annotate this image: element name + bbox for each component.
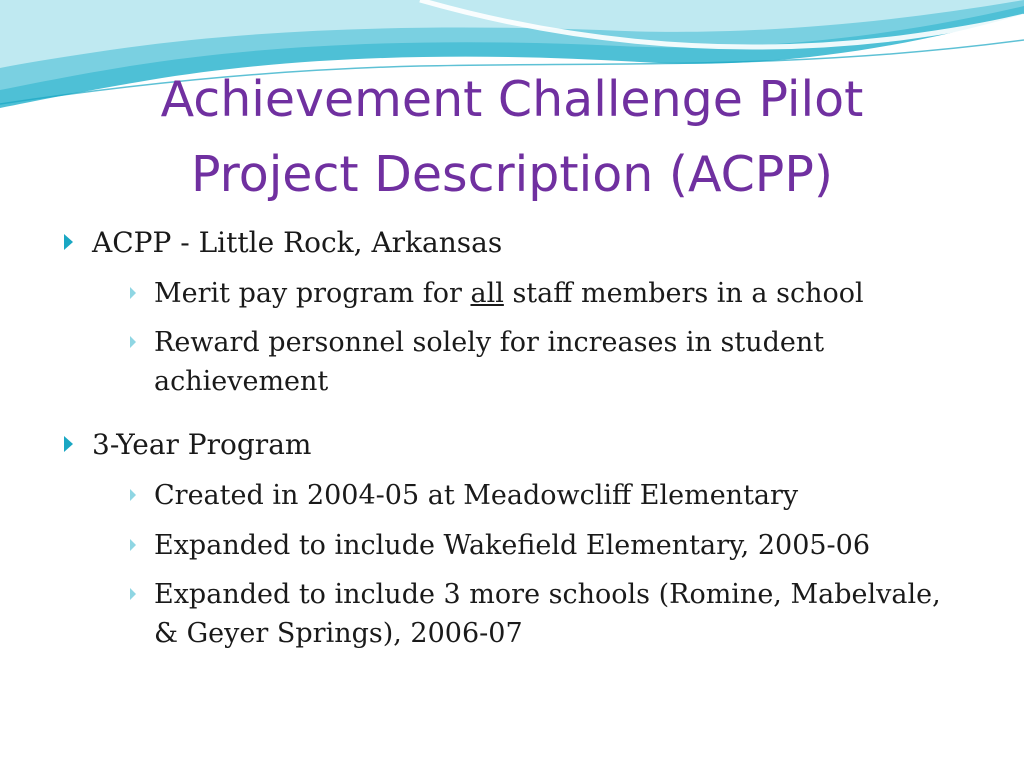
triangle-right-small-icon [130, 287, 136, 299]
triangle-right-small-icon [130, 588, 136, 600]
bullet-item-reward-personnel: Reward personnel solely for increases in student achievement [154, 327, 825, 397]
bullet-heading-acpp: ACPP - Little Rock, Arkansas [92, 226, 503, 259]
bullet-item-wakefield: Expanded to include Wakefield Elementary, 2005-06 [154, 530, 871, 561]
bullet-item-merit-pay-emphasis: all [470, 278, 504, 309]
bullet-heading-three-year: 3-Year Program [92, 428, 312, 461]
slide-title-line-1: Achievement Challenge Pilot [160, 71, 864, 128]
bullet-item-three-more-schools: Expanded to include 3 more schools (Romine, Mabelvale, & Geyer Springs), 2006-07 [154, 579, 941, 649]
bullet-item-created: Created in 2004-05 at Meadowcliff Elementary [154, 480, 799, 511]
triangle-right-icon [64, 436, 73, 452]
triangle-right-small-icon [130, 539, 136, 551]
triangle-right-small-icon [130, 489, 136, 501]
triangle-right-icon [64, 234, 73, 250]
triangle-right-small-icon [130, 336, 136, 348]
slide-title-line-2: Project Description (ACPP) [190, 146, 834, 203]
bullet-item-merit-pay [154, 274, 944, 313]
bullet-item-merit-pay-after: staff members in a school [503, 278, 864, 309]
bullet-item-merit-pay-before: Merit pay program for [154, 278, 471, 309]
